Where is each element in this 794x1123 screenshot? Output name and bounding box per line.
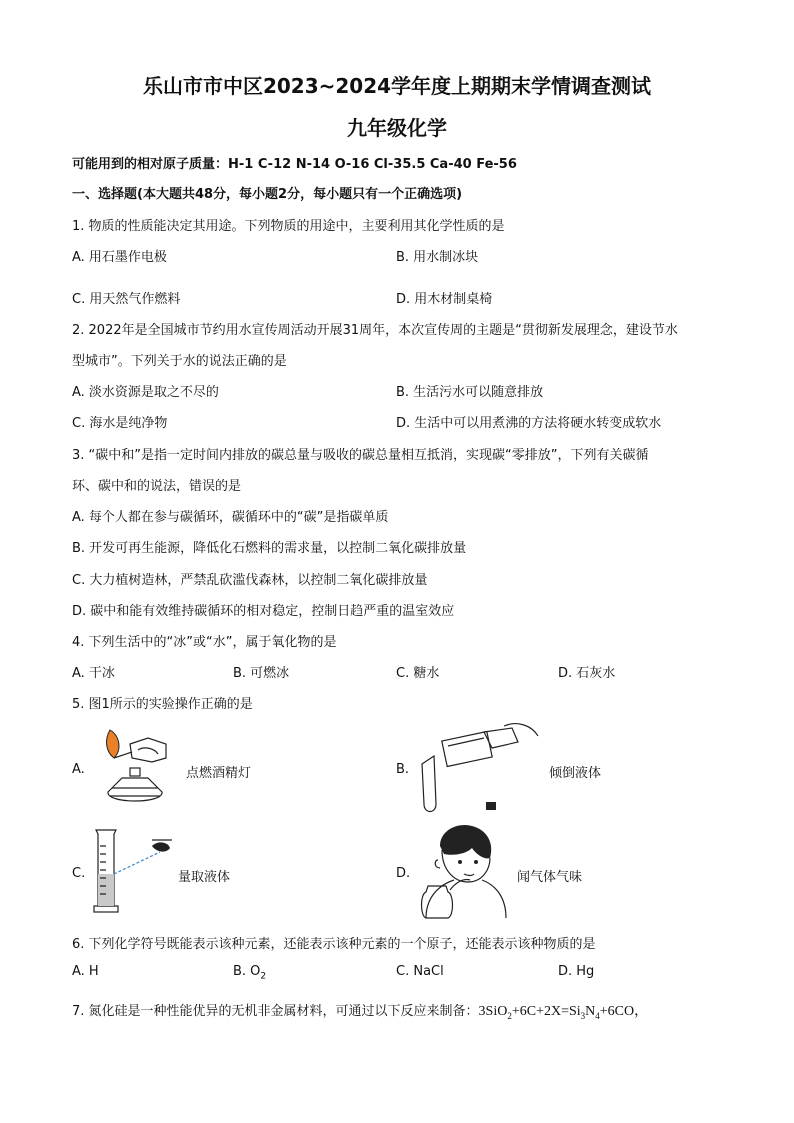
- page-subtitle: 九年级化学: [347, 116, 447, 140]
- q3-option-d: D. 碳中和能有效维持碳循环的相对稳定，控制日趋严重的温室效应: [72, 604, 455, 619]
- measuring-cylinder-illustration: [90, 826, 180, 918]
- q2-option-c: C. 海水是纯净物: [72, 416, 168, 431]
- q2-option-b: B. 生活污水可以随意排放: [396, 385, 544, 400]
- q6-option-d: D. Hg: [558, 964, 595, 979]
- atomic-masses: 可能用到的相对原子质量：H-1 C-12 N-14 O-16 Cl-35.5 Ca-40 Fe-56: [72, 157, 517, 172]
- section-heading: 一、选择题(本大题共48分，每小题2分，每小题只有一个正确选项): [72, 187, 463, 202]
- q7-stem: 7. 氮化硅是一种性能优异的无机非金属材料，可通过以下反应来制备：$3SiO_2+6C+2X=Si_3N_4+6CO$，: [72, 1004, 649, 1021]
- q6-option-a: A. H: [72, 964, 99, 979]
- q3-stem-line2: 环、碳中和的说法，错误的是: [72, 479, 242, 494]
- pouring-liquid-illustration: [414, 718, 544, 818]
- q5-option-c-letter: C.: [72, 866, 86, 881]
- page-title: 乐山市市中区2023~2024学年度上期期末学情调查测试: [142, 74, 652, 98]
- q1-option-d: D. 用木材制桌椅: [396, 292, 493, 307]
- q2-stem-line1: 2. 2022年是全国城市节约用水宣传周活动开展31周年，本次宣传周的主题是“贯彻新发展理念，建设节水: [72, 323, 678, 338]
- q2-option-d: D. 生活中可以用煮沸的方法将硬水转变成软水: [396, 416, 662, 431]
- q2-option-a: A. 淡水资源是取之不尽的: [72, 385, 219, 400]
- q5-option-a-label: 点燃酒精灯: [186, 766, 252, 781]
- q1-option-c: C. 用天然气作燃料: [72, 292, 181, 307]
- q5-option-c-label: 量取液体: [178, 870, 231, 885]
- q6-option-c: C. NaCl: [396, 964, 444, 979]
- q3-option-a: A. 每个人都在参与碳循环，碳循环中的“碳”是指碳单质: [72, 510, 389, 525]
- q4-option-a: A. 干冰: [72, 666, 115, 681]
- smelling-gas-illustration: [414, 820, 510, 920]
- q5-option-d-label: 闻气体气味: [517, 870, 583, 885]
- q5-option-d-letter: D.: [396, 866, 411, 881]
- q3-stem-line1: 3. “碳中和”是指一定时间内排放的碳总量与吸收的碳总量相互抵消，实现碳“零排放”，下列有关碳循: [72, 448, 649, 463]
- q4-stem: 4. 下列生活中的“冰”或“水”，属于氧化物的是: [72, 635, 337, 650]
- q5-option-b-letter: B.: [396, 762, 410, 777]
- q2-stem-line2: 型城市”。下列关于水的说法正确的是: [72, 354, 287, 369]
- q3-option-c: C. 大力植树造林，严禁乱砍滥伐森林，以控制二氧化碳排放量: [72, 573, 428, 588]
- q1-option-a: A. 用石墨作电极: [72, 250, 167, 265]
- q5-stem: 5. 图1所示的实验操作正确的是: [72, 697, 253, 712]
- q5-option-b-label: 倾倒液体: [549, 766, 602, 781]
- q4-option-d: D. 石灰水: [558, 666, 616, 681]
- q4-option-c: C. 糖水: [396, 666, 440, 681]
- lighting-lamp-illustration: [92, 722, 182, 812]
- q3-option-b: B. 开发可再生能源，降低化石燃料的需求量，以控制二氧化碳排放量: [72, 541, 467, 556]
- q5-option-a-letter: A.: [72, 762, 85, 777]
- q4-option-b: B. 可燃冰: [233, 666, 290, 681]
- q7-equation: $3SiO_2+6C+2X=Si_3N_4+6CO$，: [478, 1004, 649, 1021]
- q6-stem: 6. 下列化学符号既能表示该种元素，还能表示该种元素的一个原子，还能表示该种物质的是: [72, 937, 596, 952]
- q1-option-b: B. 用水制冰块: [396, 250, 479, 265]
- q1-stem: 1. 物质的性质能决定其用途。下列物质的用途中，主要利用其化学性质的是: [72, 219, 505, 234]
- q6-option-b: B. $O_2$: [233, 964, 267, 982]
